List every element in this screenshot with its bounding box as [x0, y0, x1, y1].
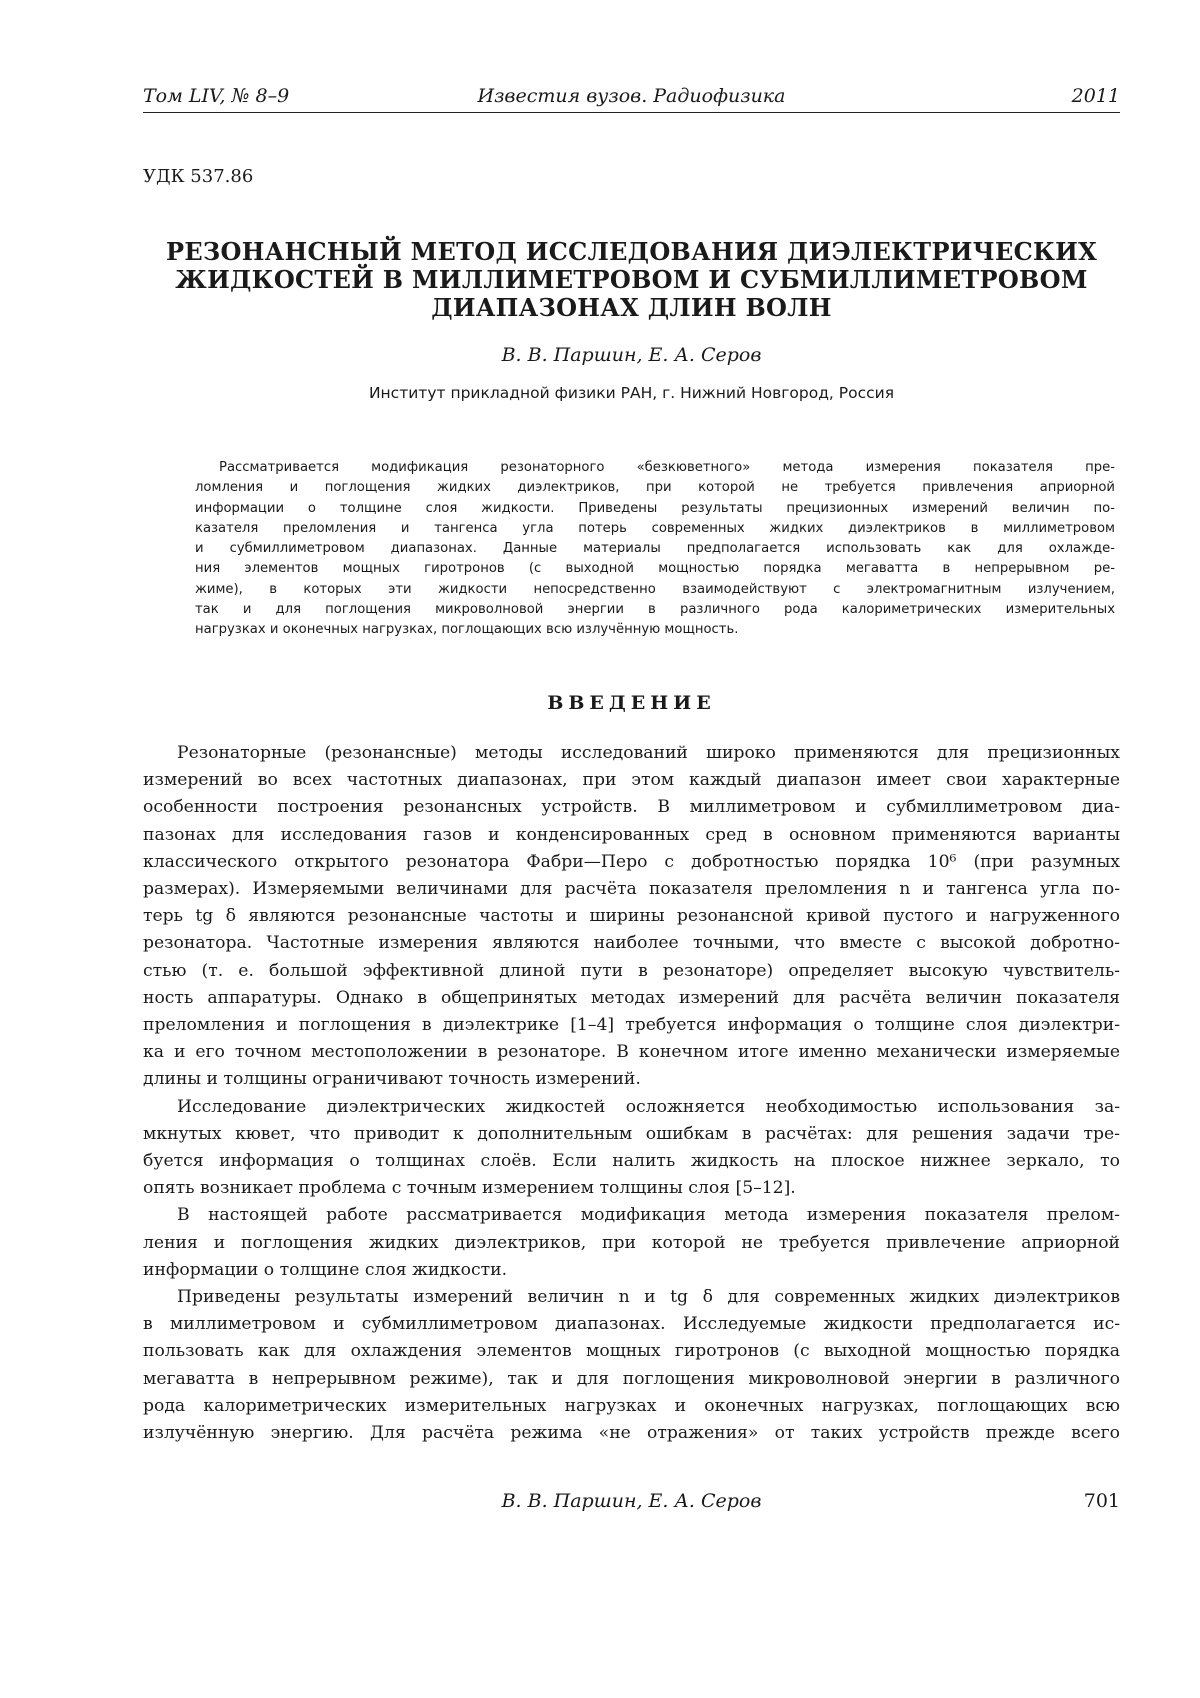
body-text	[143, 740, 1120, 1447]
journal-year: 2011	[1071, 85, 1120, 107]
body-line: особенности построения резонансных устройств. В миллиметровом и субмиллиметровом диа-	[143, 797, 1120, 818]
body-line: резонатора. Частотные измерения являются наиболее точными, что вместе с высокой добротно-	[143, 933, 1120, 954]
affiliation: Институт прикладной физики РАН, г. Нижний Новгород, Россия	[368, 384, 895, 402]
abstract-line: так и для поглощения микроволновой энергии в различного рода калориметрических измерительных	[195, 602, 1115, 618]
body-line: мкнутых кювет, что приводит к дополнительным ошибкам в расчётах: для решения задачи тре-	[143, 1123, 1120, 1144]
body-line: пользовать как для охлаждения элементов мощных гиротронов (с выходной мощностью порядка	[143, 1341, 1120, 1362]
body-line: длины и толщины ограничивают точность измерений.	[143, 1069, 641, 1090]
body-line: информации о толщине слоя жидкости.	[143, 1259, 508, 1280]
abstract	[195, 458, 1115, 641]
page-footer	[143, 1490, 1120, 1516]
footer-authors: В. В. Паршин, Е. А. Серов	[501, 1490, 762, 1512]
page-number: 701	[1083, 1490, 1120, 1512]
body-line: размерах). Измеряемыми величинами для расчёта показателя преломления n и тангенса угла по-	[143, 879, 1120, 900]
abstract-line: ломления и поглощения жидких диэлектриков, при которой не требуется привлечения априорной	[195, 480, 1115, 496]
authors: В. В. Паршин, Е. А. Серов	[501, 344, 762, 366]
title-line: РЕЗОНАНСНЫЙ МЕТОД ИССЛЕДОВАНИЯ ДИЭЛЕКТРИЧЕСКИХ	[165, 237, 1098, 266]
abstract-line: казателя преломления и тангенса угла потерь современных жидких диэлектриков в миллиметровом	[195, 520, 1115, 536]
page	[143, 0, 1120, 1698]
body-line: буется информация о толщинах слоёв. Если налить жидкость на плоское нижнее зеркало, то	[143, 1151, 1120, 1172]
body-line: рода калориметрических измерительных нагрузках и оконечных нагрузках, поглощающих всю	[143, 1395, 1120, 1416]
body-line: мегаватта в непрерывном режиме), так и для поглощения микроволновой энергии в различного	[143, 1368, 1120, 1389]
title-line: ЖИДКОСТЕЙ В МИЛЛИМЕТРОВОМ И СУБМИЛЛИМЕТРОВОМ	[175, 265, 1088, 294]
body-line: терь tg δ являются резонансные частоты и ширины резонансной кривой пустого и нагруженного	[143, 906, 1120, 927]
abstract-line: нагрузках и оконечных нагрузках, поглощающих всю излучённую мощность.	[195, 622, 739, 638]
body-line: стью (т. е. большой эффективной длиной пути в резонаторе) определяет высокую чувствитель-	[143, 960, 1120, 981]
abstract-line: информации о толщине слоя жидкости. Приведены результаты прецизионных измерений величин по-	[195, 500, 1115, 516]
body-line: Исследование диэлектрических жидкостей осложняется необходимостью использования за-	[177, 1096, 1120, 1117]
body-line: классического открытого резонатора Фабри—Перо с добротностью порядка 10⁶ (при разумных	[143, 851, 1120, 872]
udk-code: УДК 537.86	[143, 166, 254, 187]
body-line: Приведены результаты измерений величин n и tg δ для современных жидких диэлектриков	[177, 1287, 1120, 1308]
body-line: преломления и поглощения в диэлектрике [1–4] требуется информация о толщине слоя диэлектри-	[143, 1015, 1120, 1036]
title-line: ДИАПАЗОНАХ ДЛИН ВОЛН	[431, 293, 832, 322]
body-line: Резонаторные (резонансные) методы исследований широко применяются для прецизионных	[177, 743, 1120, 763]
body-line: в миллиметровом и субмиллиметровом диапазонах. Исследуемые жидкости предполагается ис-	[143, 1314, 1120, 1335]
running-head	[143, 82, 1120, 113]
journal-name: Известия вузов. Радиофизика	[477, 85, 786, 107]
section-heading: ВВЕДЕНИЕ	[547, 692, 716, 714]
body-line: пазонах для исследования газов и конденсированных сред в основном применяются варианты	[143, 824, 1120, 845]
abstract-line: и субмиллиметровом диапазонах. Данные материалы предполагается использовать как для охлажде-	[195, 541, 1115, 557]
body-line: ления и поглощения жидких диэлектриков, при которой не требуется привлечение априорной	[143, 1232, 1120, 1253]
body-line: ность аппаратуры. Однако в общепринятых методах измерений для расчёта величин показателя	[143, 987, 1120, 1008]
abstract-line: Рассматривается модификация резонаторного «безкюветного» метода измерения показателя пре-	[219, 460, 1115, 475]
body-line: ка и его точном местоположении в резонаторе. В конечном итоге именно механически измеряемые	[143, 1042, 1120, 1063]
body-line: излучённую энергию. Для расчёта режима «не отражения» от таких устройств прежде всего	[143, 1423, 1120, 1444]
abstract-line: ния элементов мощных гиротронов (с выходной мощностью порядка мегаватта в непрерывном ре-	[195, 561, 1115, 577]
body-line: измерений во всех частотных диапазонах, при этом каждый диапазон имеет свои характерные	[143, 770, 1120, 791]
abstract-line: жиме), в которых эти жидкости непосредственно взаимодействуют с электромагнитным излучением,	[195, 581, 1115, 597]
body-line: опять возникает проблема с точным измерением толщины слоя [5–12].	[143, 1178, 796, 1199]
body-line: В настоящей работе рассматривается модификация метода измерения показателя прелом-	[177, 1205, 1120, 1226]
article-title	[143, 238, 1120, 322]
journal-volume: Том LIV, № 8–9	[143, 85, 290, 107]
